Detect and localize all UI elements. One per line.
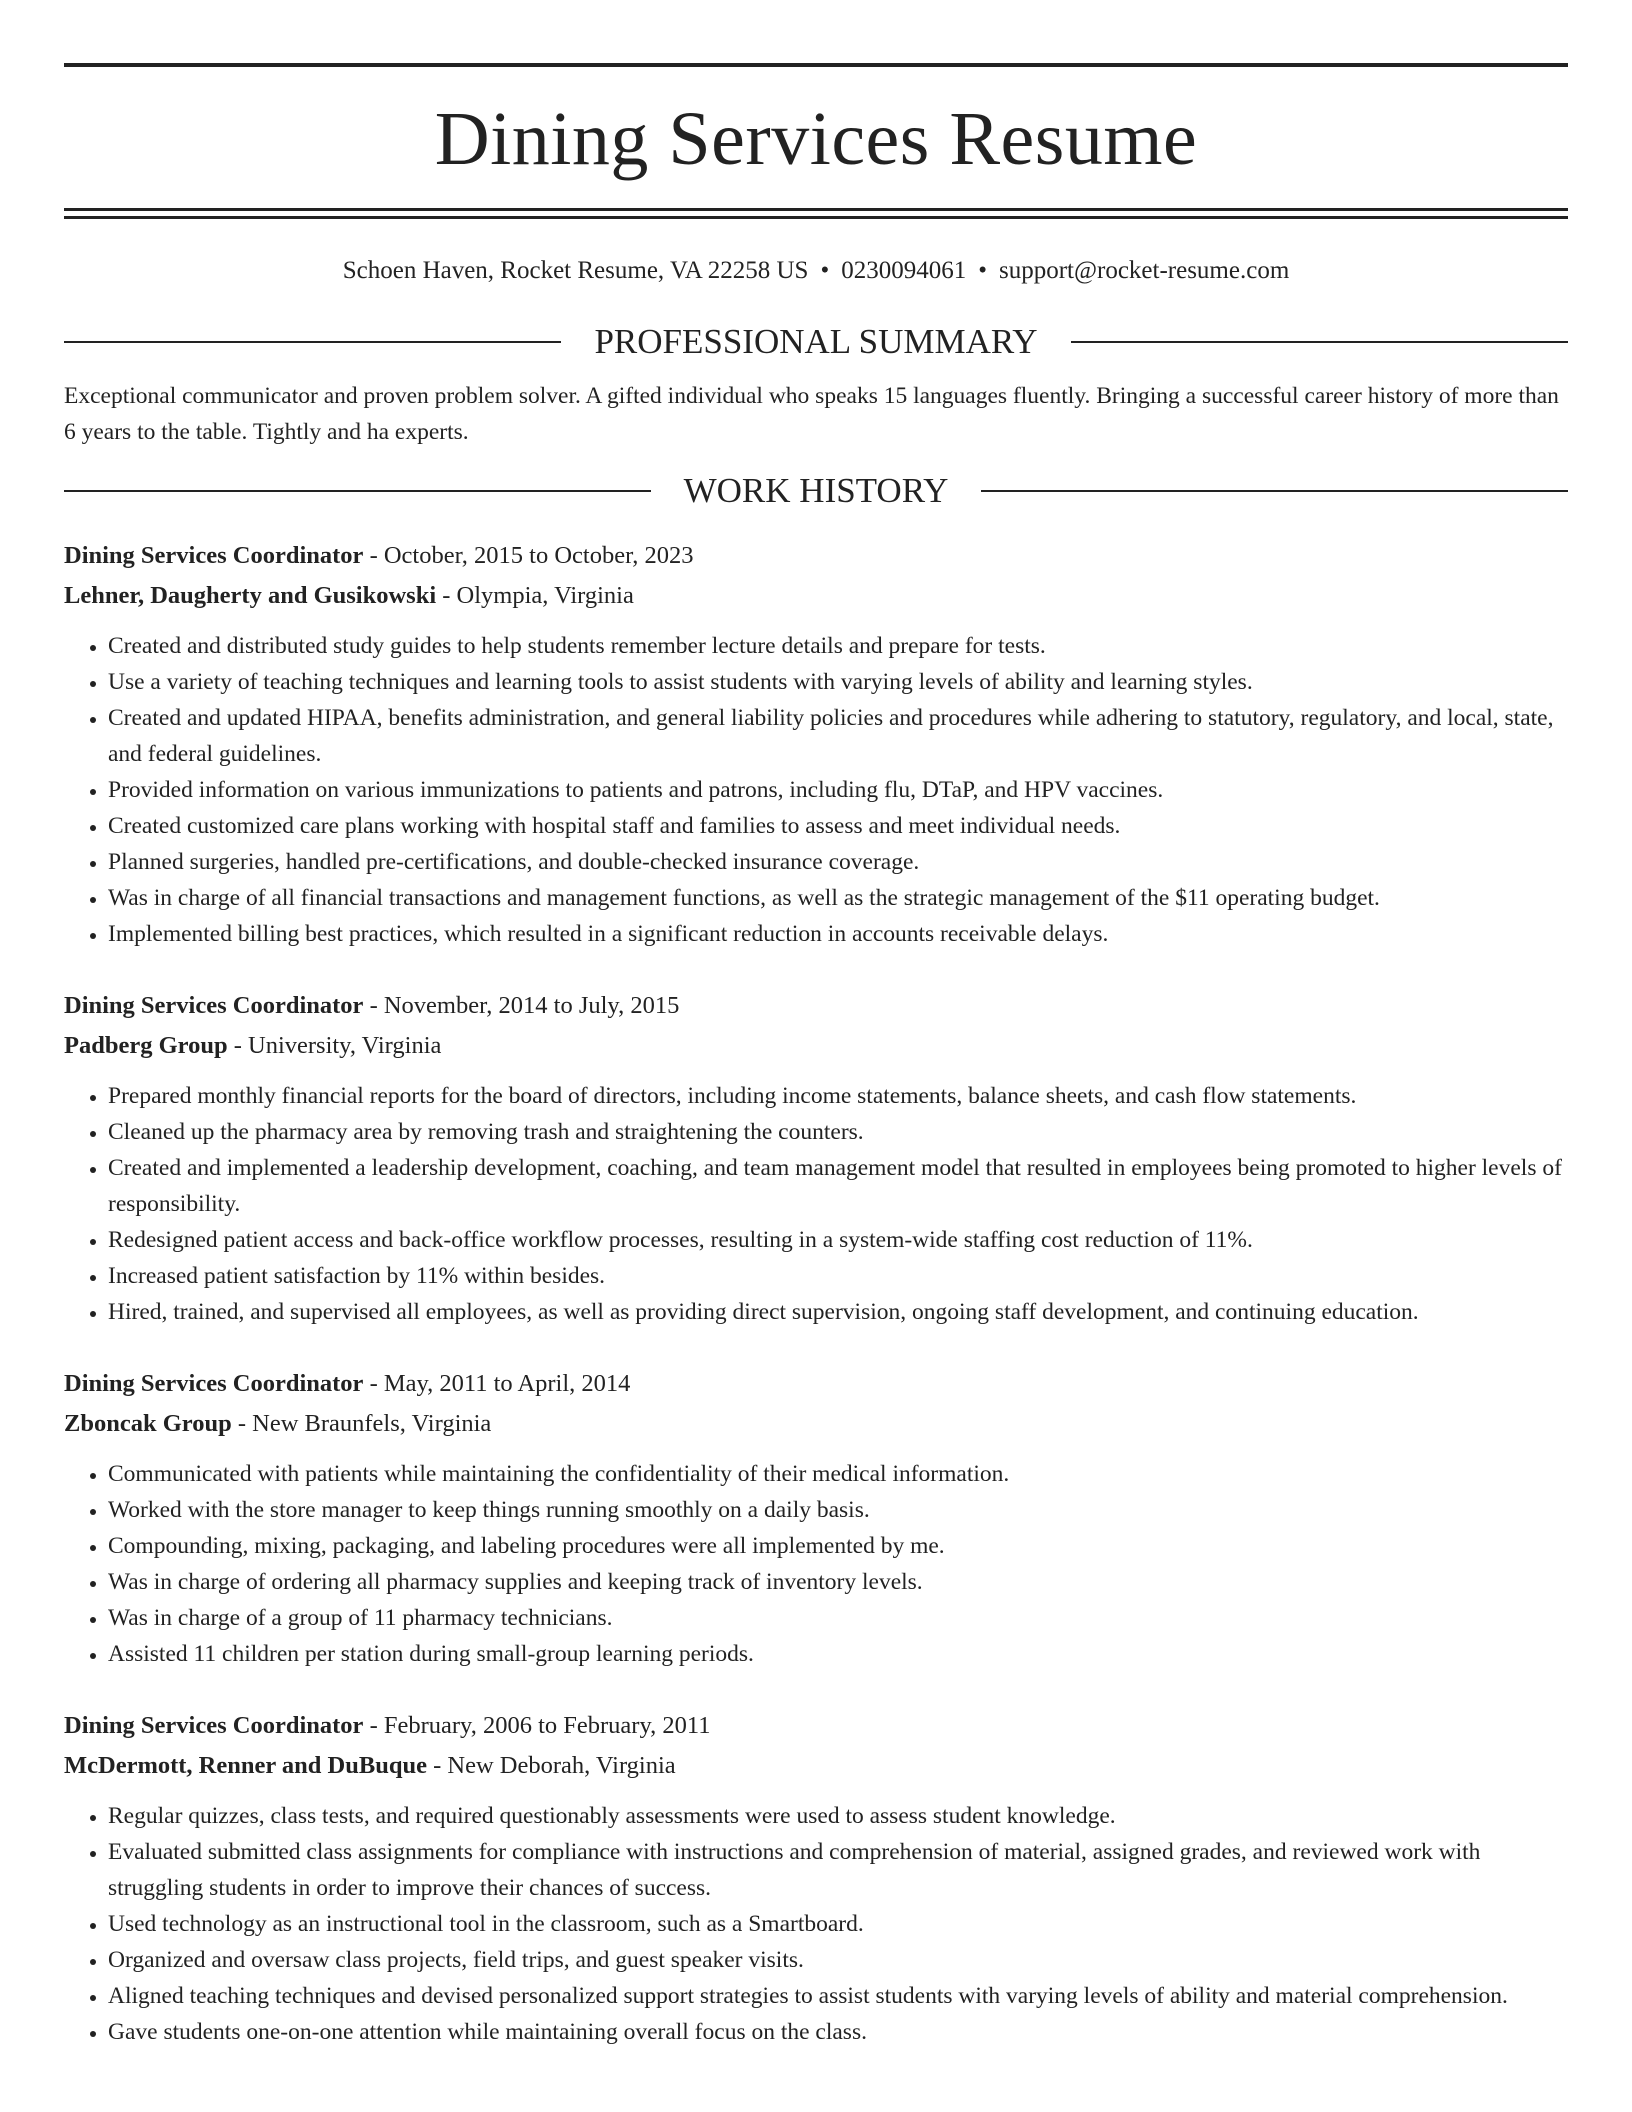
resume-page	[64, 0, 1568, 2050]
job-bullet-list	[64, 1456, 1568, 1672]
contact-line	[64, 256, 1568, 286]
job-bullet: • Redesigned patient access and back-office workflow processes, resulting in a system-wide staffing cost reduction of 11%.	[108, 1222, 1568, 1258]
job-dates: - February, 2006 to February, 2011	[363, 1712, 711, 1739]
job-bullet: • Cleaned up the pharmacy area by removing trash and straightening the counters.	[108, 1114, 1568, 1150]
job-entry	[64, 1364, 1568, 1672]
job-company-line	[64, 1026, 1568, 1066]
heading-rule-left	[64, 490, 651, 492]
job-entry	[64, 536, 1568, 952]
job-bullet: • Gave students one-on-one attention while maintaining overall focus on the class.	[108, 2014, 1568, 2050]
contact-separator: •	[978, 257, 987, 284]
job-location: - Olympia, Virginia	[436, 582, 634, 609]
job-location: - New Braunfels, Virginia	[231, 1410, 492, 1437]
contact-address: Schoen Haven, Rocket Resume, VA 22258 US	[342, 257, 809, 284]
job-bullet: • Was in charge of a group of 11 pharmacy technicians.	[108, 1600, 1568, 1636]
heading-rule-right	[981, 490, 1568, 492]
job-dates: - May, 2011 to April, 2014	[363, 1370, 631, 1397]
job-bullet: • Aligned teaching techniques and devised personalized support strategies to assist students with varying levels of ability and material comprehension.	[108, 1978, 1568, 2014]
job-bullet: • Implemented billing best practices, which resulted in a significant reduction in accounts receivable delays.	[108, 916, 1568, 952]
job-dates: - October, 2015 to October, 2023	[363, 542, 694, 569]
job-bullet: • Was in charge of ordering all pharmacy supplies and keeping track of inventory levels.	[108, 1564, 1568, 1600]
contact-email: support@rocket-resume.com	[998, 257, 1290, 284]
job-company: Zboncak Group	[64, 1410, 232, 1437]
job-location: - University, Virginia	[227, 1032, 442, 1059]
job-company: McDermott, Renner and DuBuque	[64, 1752, 427, 1779]
job-bullet: • Communicated with patients while maintaining the confidentiality of their medical information.	[108, 1456, 1568, 1492]
job-bullet: • Provided information on various immunizations to patients and patrons, including flu, DTaP, and HPV vaccines.	[108, 772, 1568, 808]
job-title: Dining Services Coordinator	[64, 1370, 364, 1397]
job-title-line	[64, 1364, 1568, 1404]
resume-title: Dining Services Resume	[434, 97, 1198, 181]
job-bullet: • Compounding, mixing, packaging, and labeling procedures were all implemented by me.	[108, 1528, 1568, 1564]
job-location: - New Deborah, Virginia	[426, 1752, 676, 1779]
summary-text: Exceptional communicator and proven problem solver. A gifted individual who speaks 15 languages fluently. Bringing a successful career history of more than 6 years to the table. Tightly and ha experts.	[64, 383, 1559, 445]
work-history-list	[64, 536, 1568, 2050]
job-bullet: • Planned surgeries, handled pre-certifications, and double-checked insurance coverage.	[108, 844, 1568, 880]
job-title: Dining Services Coordinator	[64, 992, 364, 1019]
job-bullet-list	[64, 1798, 1568, 2050]
job-bullet: • Prepared monthly financial reports for the board of directors, including income statements, balance sheets, and cash flow statements.	[108, 1078, 1568, 1114]
job-bullet: • Hired, trained, and supervised all employees, as well as providing direct supervision, ongoing staff development, and continuing education.	[108, 1294, 1568, 1330]
job-bullet: • Increased patient satisfaction by 11% within besides.	[108, 1258, 1568, 1294]
job-entry	[64, 1706, 1568, 2050]
job-bullet-list	[64, 628, 1568, 952]
job-company: Padberg Group	[64, 1032, 228, 1059]
section-heading-label: PROFESSIONAL SUMMARY	[594, 322, 1038, 361]
job-company-line	[64, 1746, 1568, 1786]
job-title-line	[64, 536, 1568, 576]
heading-rule-left	[64, 341, 561, 343]
title-double-rule	[64, 208, 1568, 219]
job-dates: - November, 2014 to July, 2015	[363, 992, 680, 1019]
job-title-line	[64, 1706, 1568, 1746]
job-bullet: • Evaluated submitted class assignments for compliance with instructions and comprehension of material, assigned grades, and reviewed work with struggling students in order to improve their chances of success.	[108, 1834, 1568, 1906]
job-bullet: • Created and updated HIPAA, benefits administration, and general liability policies and procedures while adhering to statutory, regulatory, and local, state, and federal guidelines.	[108, 700, 1568, 772]
job-bullet: • Organized and oversaw class projects, field trips, and guest speaker visits.	[108, 1942, 1568, 1978]
top-rule	[64, 63, 1568, 67]
job-company-line	[64, 576, 1568, 616]
job-company-line	[64, 1404, 1568, 1444]
job-bullet: • Used technology as an instructional tool in the classroom, such as a Smartboard.	[108, 1906, 1568, 1942]
heading-rule-right	[1071, 341, 1568, 343]
job-title-line	[64, 986, 1568, 1026]
job-company: Lehner, Daugherty and Gusikowski	[64, 582, 437, 609]
job-bullet: • Use a variety of teaching techniques and learning tools to assist students with varying levels of ability and learning styles.	[108, 664, 1568, 700]
job-bullet: • Created and implemented a leadership development, coaching, and team management model that resulted in employees being promoted to higher levels of responsibility.	[108, 1150, 1568, 1222]
job-bullet: • Created customized care plans working with hospital staff and families to assess and meet individual needs.	[108, 808, 1568, 844]
job-bullet: • Assisted 11 children per station during small-group learning periods.	[108, 1636, 1568, 1672]
job-bullet: • Created and distributed study guides to help students remember lecture details and prepare for tests.	[108, 628, 1568, 664]
job-bullet: • Regular quizzes, class tests, and required questionably assessments were used to assess student knowledge.	[108, 1798, 1568, 1834]
contact-phone: 0230094061	[841, 257, 967, 284]
contact-separator: •	[820, 257, 830, 284]
job-entry	[64, 986, 1568, 1330]
job-bullet: • Worked with the store manager to keep things running smoothly on a daily basis.	[108, 1492, 1568, 1528]
job-title: Dining Services Coordinator	[64, 1712, 364, 1739]
section-heading-summary	[64, 322, 1568, 362]
section-heading-label: WORK HISTORY	[683, 471, 949, 510]
job-bullet-list	[64, 1078, 1568, 1330]
job-title: Dining Services Coordinator	[64, 542, 364, 569]
job-bullet: • Was in charge of all financial transactions and management functions, as well as the strategic management of the $11 operating budget.	[108, 880, 1568, 916]
section-heading-work-history	[64, 471, 1568, 511]
